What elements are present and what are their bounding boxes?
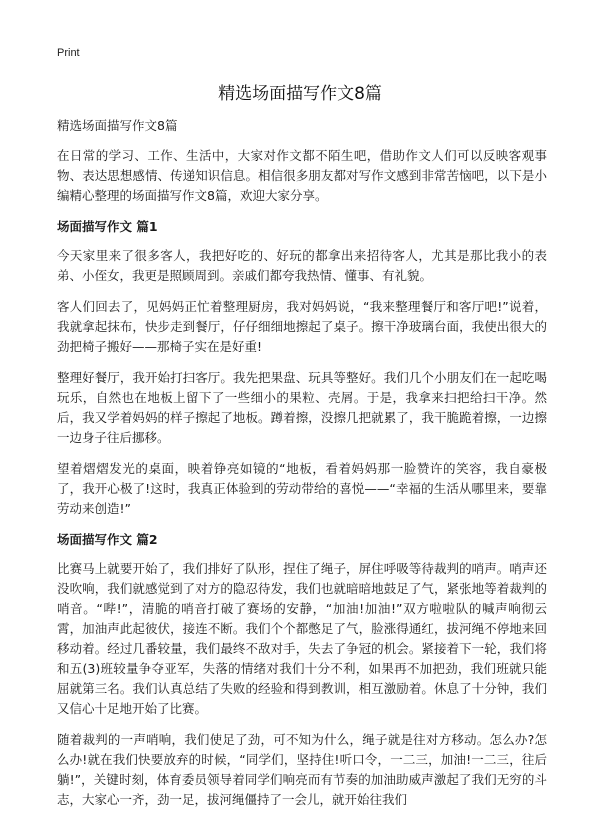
section-heading: 场面描写作文 篇1: [57, 219, 158, 234]
document-body: [57, 116, 547, 821]
paragraph: 随着裁判的一声哨响，我们使足了劲，可不知为什么，绳子就是往对方移动。怎么办?怎么办!就在我们快要放弃的时候，“同学们，坚持住!听口令，一二三，加油!一二三，往后躺!”，关键时刻，体育委员领导着同学们响亮而有节奏的加油助威声激起了我们无穷的斗志，大家心一齐，劲一足，拔河绳僵持了一会儿，就开始往我们: [57, 732, 547, 807]
section-2: [57, 530, 547, 810]
section-heading: 场面描写作文 篇2: [57, 532, 158, 547]
section-1: [57, 217, 547, 519]
document-title: 精选场面描写作文8篇: [218, 84, 382, 104]
paragraph: 客人们回去了，见妈妈正忙着整理厨房，我对妈妈说，“我来整理餐厅和客厅吧!”说着，我就拿起抹布，快步走到餐厅，仔仔细细地擦起了桌子。擦干净玻璃台面，我使出很大的劲把椅子搬好——那椅子实在是好重!: [57, 299, 547, 354]
intro-paragraph: 在日常的学习、工作、生活中，大家对作文都不陌生吧，借助作文人们可以反映客观事物、表达思想感情、传递知识信息。相信很多朋友都对写作文感到非常苦恼吧，以下是小编精心整理的场面描写作文8篇，欢迎大家分享。: [57, 148, 547, 203]
paragraph: 比赛马上就要开始了，我们排好了队形，捏住了绳子，屏住呼吸等待裁判的哨声。哨声还没吹响，我们就感觉到了对方的隐忍待发，我们也就暗暗地鼓足了气，紧张地等着裁判的哨音。“哔!”，清脆的哨音打破了赛场的安静，“加油!加油!”双方啦啦队的喊声响彻云霄，加油声此起彼伏，接连不断。我们个个都憋足了气，脸涨得通红，拔河绳不停地来回移动着。经过几番较量，我们最终不敌对手，失去了争冠的机会。紧接着下一轮，我们将和五(3)班较量争夺亚军，失落的情绪对我们十分不利，如果再不加把劲，我们班就只能屈就第三名。我们认真总结了失败的经验和得到教训，相互激励着。休息了十分钟，我们又信心十足地开始了比赛。: [57, 561, 547, 716]
paragraph: 望着熠熠发光的桌面，映着铮亮如镜的“地板，看着妈妈那一脸赞许的笑容，我自豪极了，我开心极了!这时，我真正体验到的劳动带给的喜悦——“幸福的生活从哪里来，要靠劳动来创造!”: [57, 461, 547, 516]
paragraph: 整理好餐厅，我开始打扫客厅。我先把果盘、玩具等整好。我们几个小朋友们在一起吃喝玩乐，自然也在地板上留下了一些细小的果粒、壳屑。于是，我拿来扫把给扫干净。然后，我又学着妈妈的样子擦起了地板。蹲着擦，没擦几把就累了，我干脆跪着擦，一边擦一边身子往后挪移。: [57, 370, 547, 445]
print-link[interactable]: Print: [57, 47, 80, 59]
paragraph: 今天家里来了很多客人，我把好吃的、好玩的都拿出来招待客人，尤其是那比我小的表弟、小侄女，我更是照顾周到。亲戚们都夸我热情、懂事、有礼貌。: [57, 248, 547, 283]
document-subtitle: 精选场面描写作文8篇: [57, 118, 178, 133]
